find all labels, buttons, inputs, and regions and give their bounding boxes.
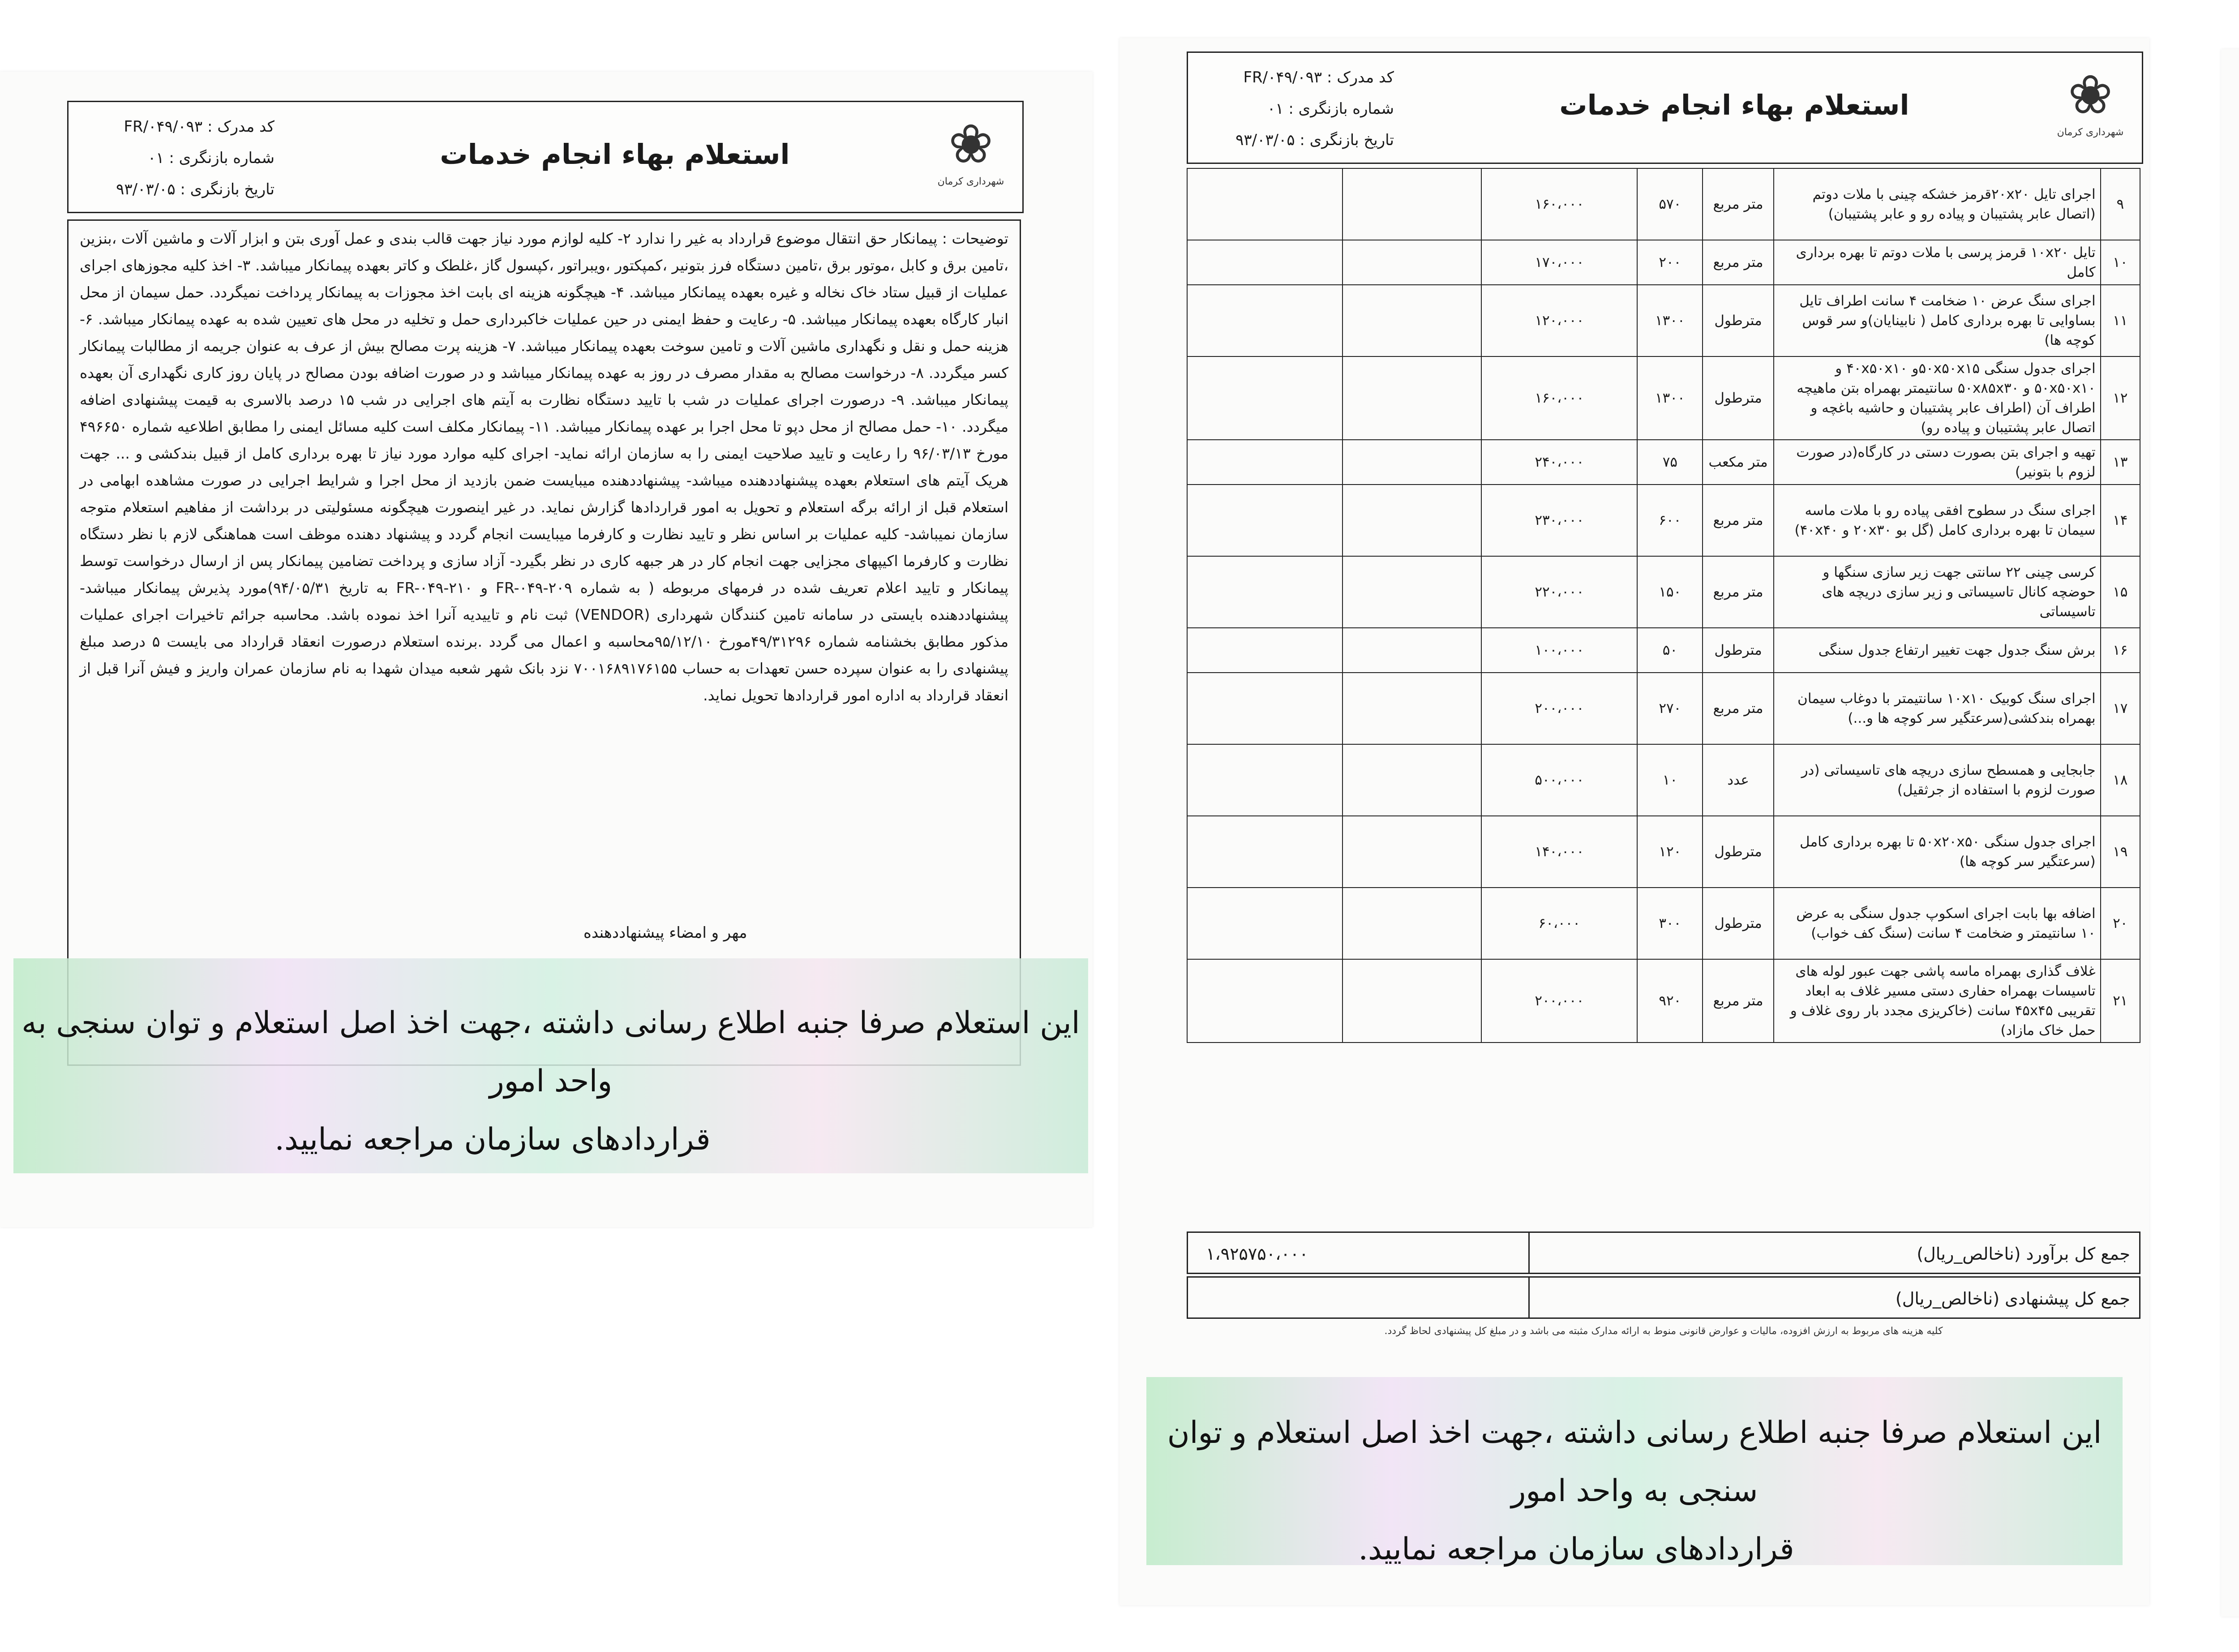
page-header [67, 101, 1024, 213]
table-row [1187, 356, 2140, 440]
row-unit: متر مربع [1703, 959, 1774, 1043]
table-row [1187, 556, 2140, 628]
row-quantity: ۶۰۰ [1637, 485, 1703, 556]
page-middle-items [1120, 38, 2149, 1605]
page-header [1187, 51, 2143, 164]
total-estimate-value: ۱،۹۲۵۷۵۰،۰۰۰ [1206, 1244, 1308, 1264]
row-notes-cell[interactable] [1187, 356, 1343, 440]
row-description: اجرای سنگ عرض ۱۰ ضخامت ۴ سانت اطراف تایل بساوایی تا بهره برداری کامل ( نابینایان)و سر قوس کوچه ها) [1774, 285, 2101, 356]
row-estimate-price: ۱۶۰،۰۰۰ [1481, 168, 1637, 240]
notice-stamp [13, 958, 1088, 1173]
municipality-logo [2057, 64, 2124, 149]
row-estimate-price: ۲۰۰،۰۰۰ [1481, 673, 1637, 744]
table-row [1187, 673, 2140, 744]
row-quantity: ۵۰ [1637, 628, 1703, 673]
row-quantity: ۱۰ [1637, 744, 1703, 816]
row-notes-cell[interactable] [1187, 485, 1343, 556]
row-notes-cell[interactable] [1187, 240, 1343, 285]
row-unit: مترطول [1703, 628, 1774, 673]
row-estimate-price: ۱۷۰،۰۰۰ [1481, 240, 1637, 285]
row-notes-cell[interactable] [1187, 556, 1343, 628]
table-row [1187, 888, 2140, 959]
table-row [1187, 485, 2140, 556]
row-quantity: ۵۷۰ [1637, 168, 1703, 240]
doc-code: کد مدرک : FR/۰۴۹/۰۹۳ [124, 118, 275, 136]
row-number: ۱۲ [2101, 356, 2140, 440]
row-number: ۱۷ [2101, 673, 2140, 744]
row-description: اجرای سنگ کوبیک ۱۰x۱۰ سانتیمتر با دوغاب سیمان بهمراه بندکشی(سرعتگیر سر کوچه ها و...) [1774, 673, 2101, 744]
row-quantity: ۲۰۰ [1637, 240, 1703, 285]
row-bid-price-cell[interactable] [1343, 628, 1482, 673]
row-unit: متر مربع [1703, 673, 1774, 744]
row-description: اجرای جدول سنگی ۵۰x۵۰x۱۵و ۴۰x۵۰x۱۰ و ۵۰x۵۰x۱۰ و ۵۰x۸۵x۳۰ سانتیمتر بهمراه بتن ماهیچه اطراف آن (اطراف عابر پشتیبان و حاشیه باغچه و اتصال عابر پشتیبان و پیاده رو) [1774, 356, 2101, 440]
row-bid-price-cell[interactable] [1343, 240, 1482, 285]
municipality-logo [937, 113, 1004, 198]
row-number: ۱۸ [2101, 744, 2140, 816]
table-row [1187, 285, 2140, 356]
revision-number: شماره بازنگری : ۰۱ [1267, 100, 1394, 118]
logo-emblem-icon: ❀ [948, 113, 994, 176]
row-number: ۲۰ [2101, 888, 2140, 959]
page-title: استعلام بهاء انجام خدمات [1559, 89, 1909, 121]
row-notes-cell[interactable] [1187, 888, 1343, 959]
row-unit: عدد [1703, 744, 1774, 816]
row-notes-cell[interactable] [1187, 440, 1343, 485]
stamp-line-1: این استعلام صرفا جنبه اطلاع رسانی داشته ،جهت اخذ اصل استعلام و توان سنجی به واحد امور [21, 1005, 1080, 1099]
logo-caption: شهرداری کرمان [2057, 127, 2124, 138]
row-estimate-price: ۱۰۰،۰۰۰ [1481, 628, 1637, 673]
stamp-line-2: قراردادهای سازمان مراجعه نمایید. [275, 1122, 711, 1157]
divider [1528, 1233, 1530, 1273]
row-quantity: ۷۵ [1637, 440, 1703, 485]
page-title: استعلام بهاء انجام خدمات [440, 138, 790, 171]
revision-number: شماره بازنگری : ۰۱ [148, 149, 275, 167]
row-bid-price-cell[interactable] [1343, 356, 1482, 440]
total-estimate-row [1187, 1231, 2140, 1274]
terms-text-box [67, 219, 1021, 1066]
row-number: ۱۱ [2101, 285, 2140, 356]
stamp-line-2: قراردادهای سازمان مراجعه نمایید. [1358, 1532, 1794, 1567]
row-bid-price-cell[interactable] [1343, 673, 1482, 744]
row-number: ۲۱ [2101, 959, 2140, 1043]
row-number: ۱۴ [2101, 485, 2140, 556]
row-quantity: ۱۳۰۰ [1637, 356, 1703, 440]
row-unit: مترطول [1703, 888, 1774, 959]
total-bid-row [1187, 1276, 2140, 1319]
row-bid-price-cell[interactable] [1343, 888, 1482, 959]
row-description: تایل ۱۰x۲۰ قرمز پرسی با ملات دوتم تا بهره برداری کامل [1774, 240, 2101, 285]
row-unit: مترطول [1703, 816, 1774, 888]
row-description: اجرای جدول سنگی ۵۰x۲۰x۵۰ تا بهره برداری کامل (سرعتگیر سر کوچه ها) [1774, 816, 2101, 888]
row-notes-cell[interactable] [1187, 744, 1343, 816]
divider [1528, 1278, 1530, 1317]
row-unit: متر مربع [1703, 240, 1774, 285]
row-bid-price-cell[interactable] [1343, 744, 1482, 816]
stamp-line-1: این استعلام صرفا جنبه اطلاع رسانی داشته ،جهت اخذ اصل استعلام و توان سنجی به واحد امور [1167, 1415, 2102, 1509]
row-quantity: ۱۲۰ [1637, 816, 1703, 888]
row-unit: متر مکعب [1703, 440, 1774, 485]
table-row [1187, 440, 2140, 485]
row-description: جابجایی و همسطح سازی دریچه های تاسیساتی (در صورت لزوم با استفاده از جرثقیل) [1774, 744, 2101, 816]
row-bid-price-cell[interactable] [1343, 285, 1482, 356]
row-number: ۱۰ [2101, 240, 2140, 285]
logo-emblem-icon: ❀ [2067, 64, 2113, 126]
row-unit: متر مربع [1703, 556, 1774, 628]
row-estimate-price: ۶۰،۰۰۰ [1481, 888, 1637, 959]
row-estimate-price: ۵۰۰،۰۰۰ [1481, 744, 1637, 816]
terms-text: توضیحات : پیمانکار حق انتقال موضوع قرارداد به غیر را ندارد ۲- کلیه لوازم مورد نیاز جهت قالب بندی و عمل آوری بتن و ابزار آلات و ماشین آلات ،بنزین ،تامین برق و کابل ،موتور برق ،تامین دستگاه فرز بتونیر ،کمپکتور ،ویبراتور ،کپسول گاز ،غلطک و کاتر بعهده پیمانکار میباشد. ۳- اخذ کلیه مجوزهای اجرای عملیات از قبیل ستاد خاک نخاله و غیره بعهده پیمانکار میباشد. ۴- هیچگونه هزینه ای بابت اخذ مجوزات به پیمانکار پرداخت نمیگردد. حمل سیمان از محل انبار کارگاه بعهده پیمانکار میباشد. ۵- رعایت و حفظ ایمنی در حین عملیات خاکبرداری حمل و تخلیه در محل های تعیین شده به عهده پیمانکار میباشد. ۶- هزینه حمل و نقل و نگهداری ماشین آلات و تامین سوخت بعهده پیمانکار میباشد. ۷- هزینه پرت مصالح بیش از عرف به عنوان جریمه از مطالبات پیمانکار کسر میگردد. ۸- درخواست مصالح به مقدار مصرف در روز به عهده پیمانکار میباشد و در صورت اضافه بودن مصالح در پایان روز کاری نگهداری آن بعهده پیمانکار میباشد. ۹- درصورت اجرای عملیات در شب با تایید دستگاه نظارت به آیتم های اجرایی در شب ۱۵ درصد بالاسری به قیمت پیشنهادی اضافه میگردد. ۱۰- حمل مصالح از محل دپو تا محل اجرا بر عهده پیمانکار میباشد. ۱۱- پیمانکار مکلف است کلیه مسائل ایمنی را مطابق اطلاعیه شماره ۴۹۶۶۵۰ مورخ ۹۶/۰۳/۱۳ را رعایت و تایید صلاحیت ایمنی را به سازمان ارائه نماید- اجرای کلیه موارد مورد نیاز تا بهره برداری کامل از قبیل بندکشی و ... جهت هریک آیتم های استعلام بعهده پیشنهاددهنده میباشد- پیشنهاددهنده میبایست ضمن بازدید از محل اجرا و شرایط اجرایی در صورت مشاهده ابهامی در استعلام قبل از ارائه برگه استعلام و تحویل به امور قراردادها گزارش نماید. در غیر اینصورت هیچگونه مسئولیتی در برداشت از مفاهیم استعلام متوجه سازمان نمیباشد- کلیه عملیات بر اساس نظر و تایید نظارت و کارفرما میبایست انجام گردد و پیشنهاد دهنده موظف است هماهنگی لازم با نظر دستگاه نظارت و کارفرما اکیپهای مجزایی جهت انجام کار در هر جبهه کاری در نظر بگیرد- آزاد سازی و پرداخت تضامین پیمانکار پس از ارسال درخواست توسط پیمانکار و تایید اعلام تعریف شده در فرمهای مربوطه ( به شماره FR-۰۴۹-۲۰۹ و FR-۰۴۹-۲۱۰ به تاریخ ۹۴/۰۵/۳۱)مورد پذیرش پیمانکار میباشد- پیشنهاددهنده بایستی در سامانه تامین کنندگان شهرداری (VENDOR) ثبت نام و تاییدیه آنرا اخذ نموده باشد. محاسبه جرائم تاخیرات اجرای عملیات مذکور مطابق بخشنامه شماره ۴۹/۳۱۲۹۶مورخ ۹۵/۱۲/۱۰محاسبه و اعمال می گردد .برنده استعلام درصورت انعقاد قرارداد می بایست ۵ درصد مبلغ پیشنهادی را به عنوان سپرده حسن تعهدات به حساب ۷۰۰۱۶۸۹۱۷۶۱۵۵ نزد بانک شهر شعبه میدان شهدا به نام سازمان عمران واریز و فیش آنرا قبل از انعقاد قرارداد به اداره امور قراردادها تحویل نماید. [80, 230, 1009, 704]
page-right-intro [2221, 49, 2239, 1617]
row-unit: متر مربع [1703, 485, 1774, 556]
row-unit: مترطول [1703, 285, 1774, 356]
row-description: اجرای سنگ در سطوح افقی پیاده رو با ملات ماسه سیمان تا بهره برداری کامل (گل بو ۲۰x۳۰ و ۴۰x۴۰) [1774, 485, 2101, 556]
table-row [1187, 959, 2140, 1043]
notice-stamp [1146, 1377, 2123, 1565]
row-bid-price-cell[interactable] [1343, 959, 1482, 1043]
row-notes-cell[interactable] [1187, 285, 1343, 356]
row-estimate-price: ۱۶۰،۰۰۰ [1481, 356, 1637, 440]
row-bid-price-cell[interactable] [1343, 440, 1482, 485]
row-estimate-price: ۲۴۰،۰۰۰ [1481, 440, 1637, 485]
table-row [1187, 168, 2140, 240]
row-quantity: ۱۵۰ [1637, 556, 1703, 628]
row-bid-price-cell[interactable] [1343, 556, 1482, 628]
logo-caption: شهرداری کرمان [937, 176, 1004, 187]
table-row [1187, 240, 2140, 285]
total-bid-label: جمع کل پیشنهادی (ناخالص_ریال) [1895, 1289, 2130, 1309]
row-description: برش سنگ جدول جهت تغییر ارتفاع جدول سنگی [1774, 628, 2101, 673]
row-number: ۱۵ [2101, 556, 2140, 628]
row-quantity: ۱۳۰۰ [1637, 285, 1703, 356]
row-number: ۱۹ [2101, 816, 2140, 888]
row-estimate-price: ۲۲۰،۰۰۰ [1481, 556, 1637, 628]
row-number: ۹ [2101, 168, 2140, 240]
row-quantity: ۹۲۰ [1637, 959, 1703, 1043]
row-description: اضافه بها بابت اجرای اسکوپ جدول سنگی به عرض ۱۰ سانتیمتر و ضخامت ۴ سانت (سنگ کف خواب) [1774, 888, 2101, 959]
row-estimate-price: ۱۴۰،۰۰۰ [1481, 816, 1637, 888]
row-estimate-price: ۲۰۰،۰۰۰ [1481, 959, 1637, 1043]
row-notes-cell[interactable] [1187, 959, 1343, 1043]
document-meta [86, 111, 275, 205]
page-left-terms [0, 72, 1093, 1227]
row-description: تهیه و اجرای بتن بصورت دستی در کارگاه(در صورت لزوم با بتونیر) [1774, 440, 2101, 485]
table-row [1187, 816, 2140, 888]
row-estimate-price: ۱۲۰،۰۰۰ [1481, 285, 1637, 356]
row-notes-cell[interactable] [1187, 816, 1343, 888]
row-quantity: ۲۷۰ [1637, 673, 1703, 744]
row-notes-cell[interactable] [1187, 673, 1343, 744]
table-row [1187, 744, 2140, 816]
row-description: کرسی چینی ۲۲ سانتی جهت زیر سازی سنگها و حوضچه کانال تاسیساتی و زیر سازی دریچه های تاسیساتی [1774, 556, 2101, 628]
row-description: اجرای تایل ۲۰x۲۰قرمز خشکه چینی با ملات دوتم (اتصال عابر پشتیبان و پیاده رو و عابر پشتیبان) [1774, 168, 2101, 240]
row-notes-cell[interactable] [1187, 628, 1343, 673]
document-meta [1206, 62, 1394, 156]
revision-date: تاریخ بازنگری : ۹۳/۰۳/۰۵ [116, 180, 275, 198]
bidder-signature-label: مهر و امضاء پیشنهاددهنده [583, 924, 747, 942]
row-number: ۱۶ [2101, 628, 2140, 673]
doc-code: کد مدرک : FR/۰۴۹/۰۹۳ [1243, 69, 1394, 86]
row-bid-price-cell[interactable] [1343, 485, 1482, 556]
row-bid-price-cell[interactable] [1343, 168, 1482, 240]
row-quantity: ۳۰۰ [1637, 888, 1703, 959]
row-unit: مترطول [1703, 356, 1774, 440]
table-row [1187, 628, 2140, 673]
row-description: غلاف گذاری بهمراه ماسه پاشی جهت عبور لوله های تاسیسات بهمراه حفاری دستی مسیر غلاف به ابعاد تقریبی ۴۵x۴۵ سانت (خاکریزی مجدد بار روی غلاف و حمل خاک مازاد) [1774, 959, 2101, 1043]
row-bid-price-cell[interactable] [1343, 816, 1482, 888]
items-table-continued [1187, 168, 2140, 1043]
total-estimate-label: جمع کل برآورد (ناخالص_ریال) [1917, 1244, 2130, 1264]
revision-date: تاریخ بازنگری : ۹۳/۰۳/۰۵ [1235, 131, 1394, 149]
row-unit: متر مربع [1703, 168, 1774, 240]
row-estimate-price: ۲۳۰،۰۰۰ [1481, 485, 1637, 556]
row-number: ۱۳ [2101, 440, 2140, 485]
fine-print: کلیه هزینه های مربوط به ارزش افزوده، مالیات و عوارض قانونی منوط به ارائه مدارک مثبته می باشد و در مبلغ کل پیشنهادی لحاظ گردد. [1384, 1326, 1943, 1337]
row-notes-cell[interactable] [1187, 168, 1343, 240]
